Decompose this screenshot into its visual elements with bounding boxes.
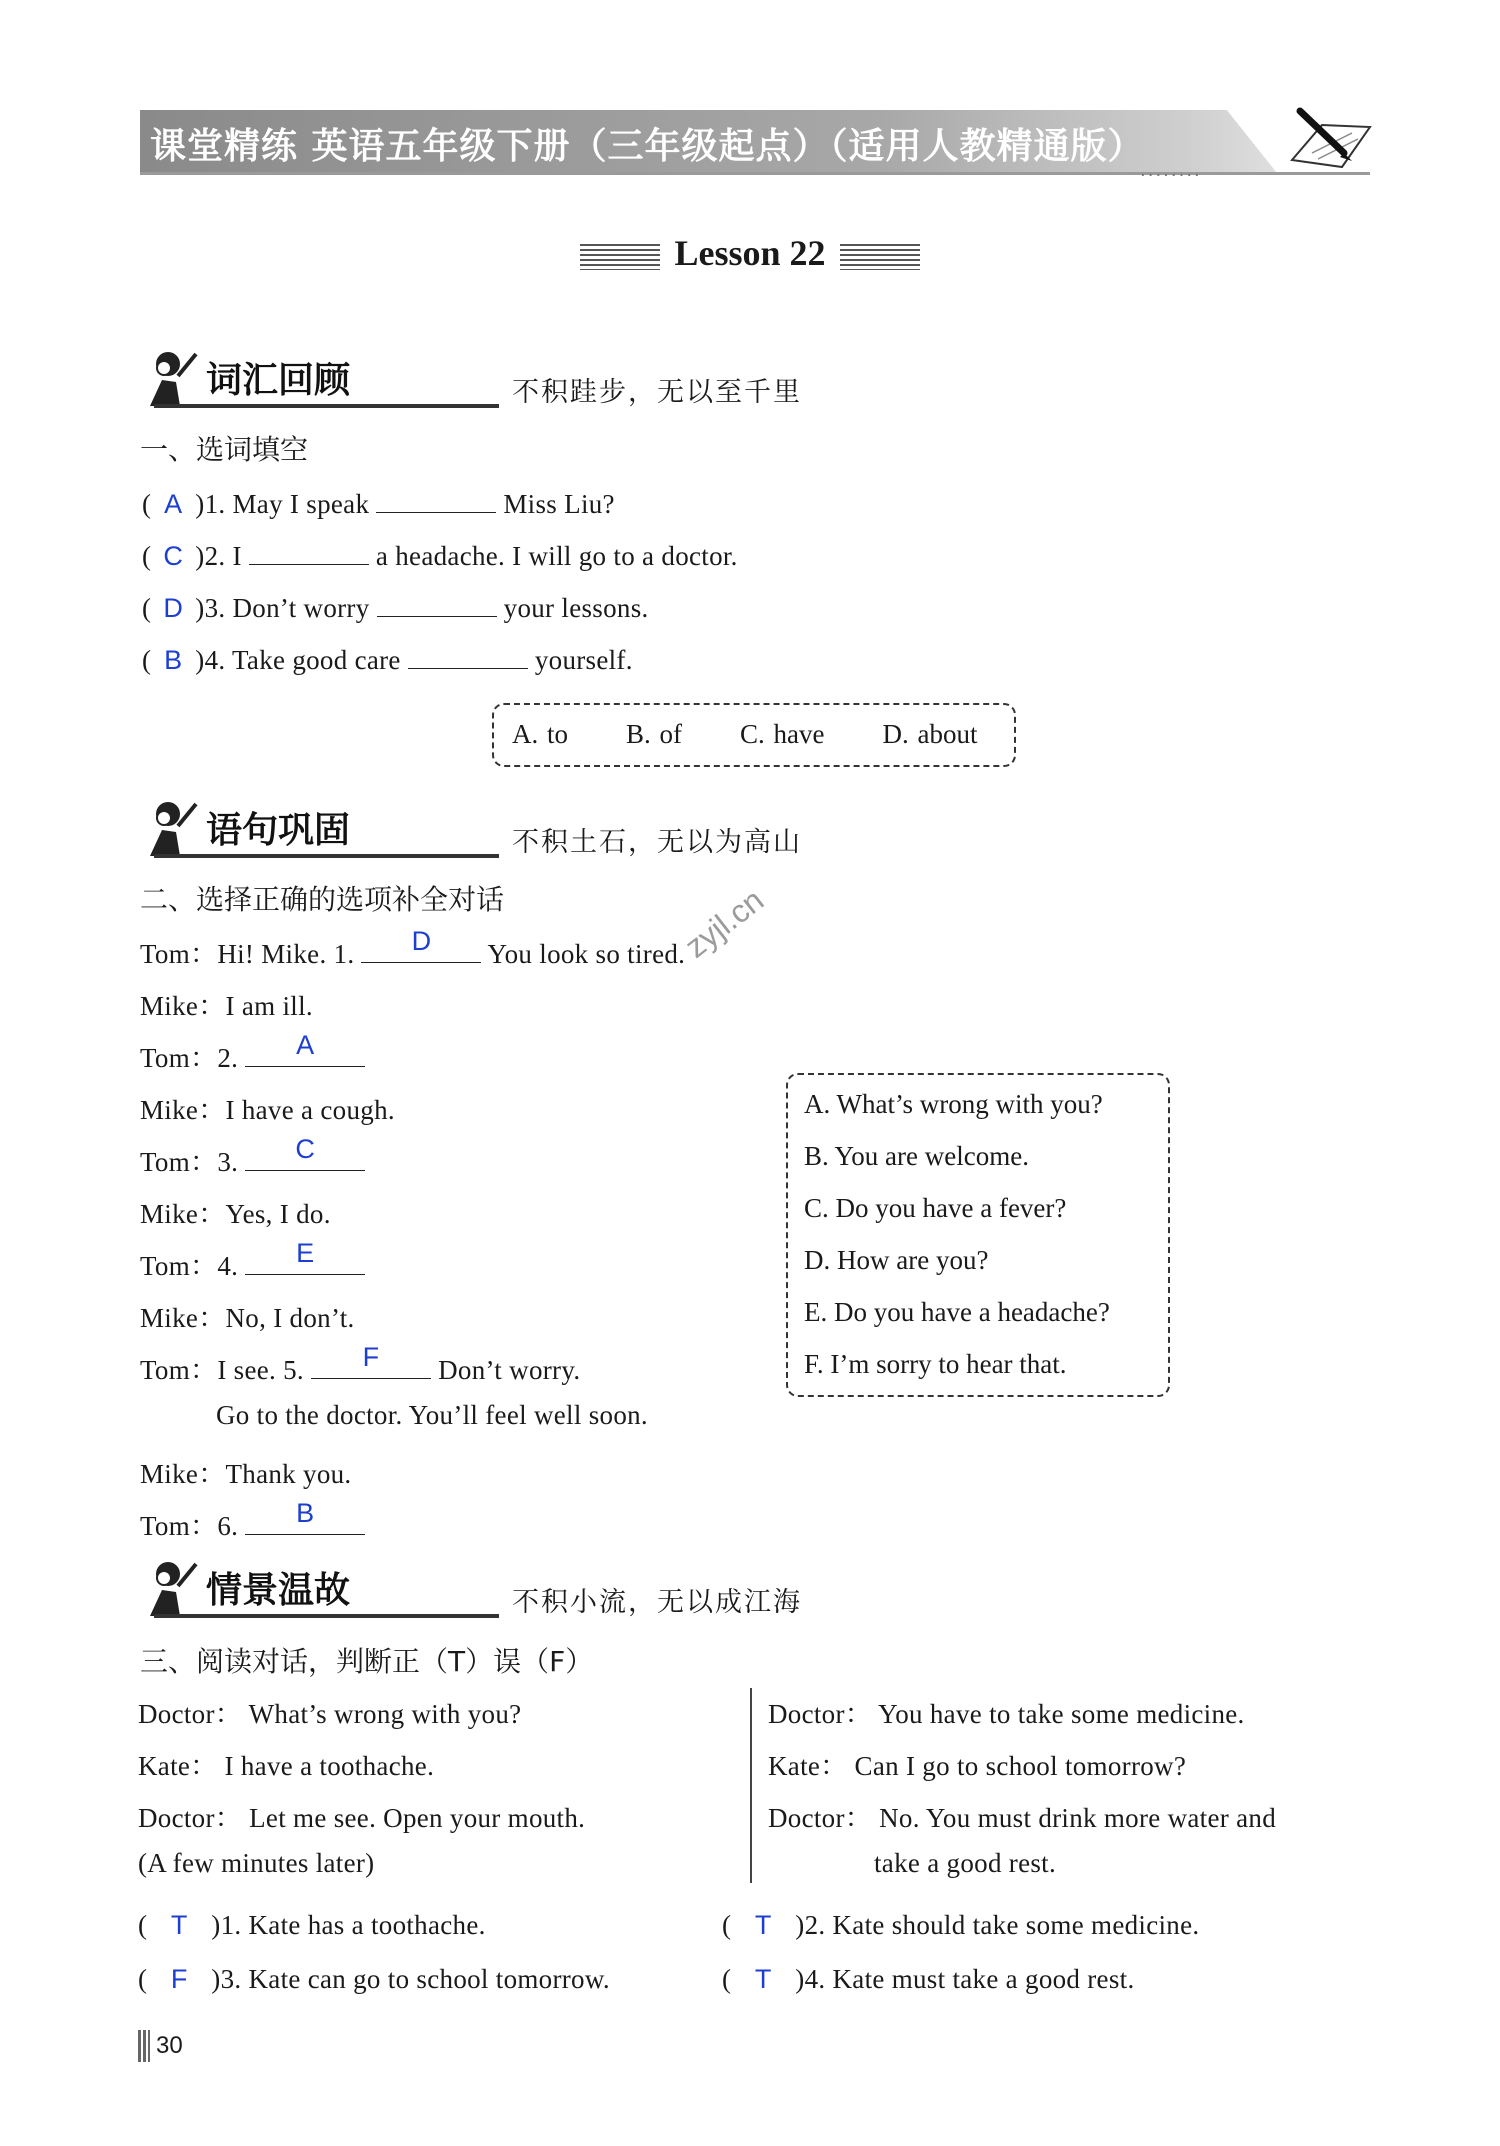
part-title-2: 二、选择正确的选项补全对话	[140, 883, 505, 916]
dialog-line: Tom：4. E	[140, 1244, 365, 1283]
answer: D	[411, 926, 432, 956]
answer: C	[295, 1134, 316, 1164]
reading-line: Kate： Can I go to school tomorrow?	[768, 1751, 1187, 1781]
answer-blank[interactable]	[361, 926, 481, 963]
title-stripes-right	[840, 244, 920, 270]
dialog-line: Mike：I have a cough.	[140, 1095, 395, 1125]
option: D. How are you?	[804, 1245, 989, 1275]
answer-blank[interactable]	[249, 534, 369, 565]
word-options	[512, 719, 977, 750]
answer: F	[170, 1964, 188, 1994]
vocab-question-1: ( A )1. May I speak Miss Liu?	[142, 482, 615, 520]
judgement-1: ( T )1. Kate has a toothache.	[138, 1910, 486, 1940]
dialog-line: Tom：6. B	[140, 1504, 365, 1543]
reading-line: take a good rest.	[874, 1848, 1057, 1878]
reading-line: Kate： I have a toothache.	[138, 1751, 435, 1781]
page-number-bar	[138, 2030, 150, 2062]
answer: B	[164, 645, 183, 675]
vocab-question-3: ( D )3. Don’t worry your lessons.	[142, 586, 649, 624]
answer: C	[163, 541, 184, 571]
dialog-line: Mike：No, I don’t.	[140, 1303, 355, 1333]
word-options-box	[492, 703, 1016, 767]
option: E. Do you have a headache?	[804, 1297, 1110, 1327]
reading-line: (A few minutes later)	[138, 1848, 375, 1878]
section-label: 语句巩固	[206, 810, 351, 851]
answer: T	[754, 1964, 772, 1994]
answer: A	[296, 1030, 315, 1060]
sentence-options-box	[786, 1073, 1170, 1397]
option: D. about	[882, 719, 978, 749]
judgement-3: ( F )3. Kate can go to school tomorrow.	[138, 1964, 610, 1994]
girl-writing-icon	[140, 348, 200, 410]
answer-blank[interactable]	[245, 1134, 365, 1171]
answer: T	[170, 1910, 188, 1940]
pen-notebook-icon	[1282, 105, 1372, 175]
option: C. Do you have a fever?	[804, 1193, 1067, 1223]
part-title-3: 三、阅读对话，判断正（T）误（F）	[140, 1645, 594, 1678]
section-motto: 不积跬步，无以至千里	[512, 377, 802, 408]
section-motto: 不积小流，无以成江海	[512, 1587, 802, 1618]
section-label: 词汇回顾	[206, 360, 351, 401]
dialog-line: Tom：Hi! Mike. 1. D You look so tired.	[140, 926, 686, 969]
dialog-line: Tom：I see. 5. F Don’t worry.	[140, 1342, 581, 1385]
lesson-title	[0, 232, 1500, 274]
girl-writing-icon	[140, 798, 200, 860]
dialog-line: Tom：3. C	[140, 1140, 365, 1179]
judgement-4: ( T )4. Kate must take a good rest.	[722, 1964, 1135, 1994]
answer: A	[164, 489, 183, 519]
answer-blank[interactable]	[311, 1342, 431, 1379]
answer-blank[interactable]	[376, 482, 496, 513]
dialog-line: Mike：Yes, I do.	[140, 1199, 331, 1229]
option: A. to	[512, 719, 568, 749]
answer: B	[296, 1498, 315, 1528]
reading-line: Doctor： Let me see. Open your mouth.	[138, 1803, 586, 1833]
answer: F	[362, 1342, 380, 1372]
section-underline	[154, 404, 499, 408]
section-underline	[154, 1614, 499, 1618]
answer-blank[interactable]	[377, 586, 497, 617]
page-number: 30	[156, 2032, 183, 2059]
option: C. have	[740, 719, 825, 749]
column-divider	[750, 1688, 752, 1883]
answer-blank[interactable]	[245, 1030, 365, 1067]
option: F. I’m sorry to hear that.	[804, 1349, 1067, 1379]
dialog-line: Go to the doctor. You’ll feel well soon.	[216, 1400, 648, 1430]
answer-blank[interactable]	[408, 638, 528, 669]
girl-writing-icon	[140, 1558, 200, 1620]
section-underline	[154, 854, 499, 858]
reading-line: Doctor： You have to take some medicine.	[768, 1699, 1245, 1729]
dialog-line: Mike：Thank you.	[140, 1459, 352, 1489]
dialog-line: Mike：I am ill.	[140, 991, 313, 1021]
answer: T	[754, 1910, 772, 1940]
answer: E	[296, 1238, 315, 1268]
reading-line: Doctor： What’s wrong with you?	[138, 1699, 522, 1729]
answer-blank[interactable]	[245, 1498, 365, 1535]
section-label: 情景温故	[206, 1570, 351, 1611]
option: B. of	[626, 719, 682, 749]
vocab-question-4: ( B )4. Take good care yourself.	[142, 638, 633, 676]
judgement-2: ( T )2. Kate should take some medicine.	[722, 1910, 1200, 1940]
section-motto: 不积土石，无以为高山	[512, 827, 802, 858]
answer: D	[163, 593, 184, 623]
option: A. What’s wrong with you?	[804, 1089, 1103, 1119]
title-stripes-left	[580, 244, 660, 270]
header-dots: ........	[1140, 160, 1202, 181]
lesson-title-text: Lesson 22	[674, 233, 826, 273]
header-title: 课堂精练 英语五年级下册（三年级起点）（适用人教精通版）	[150, 126, 1145, 167]
reading-line: Doctor： No. You must drink more water and	[768, 1803, 1276, 1833]
vocab-question-2: ( C )2. I a headache. I will go to a doctor.	[142, 534, 738, 572]
dialog-line: Tom：2. A	[140, 1036, 365, 1075]
answer-blank[interactable]	[245, 1238, 365, 1275]
watermark: zyjl.cn	[678, 881, 771, 965]
part-title-1: 一、选词填空	[140, 433, 309, 466]
option: B. You are welcome.	[804, 1141, 1029, 1171]
